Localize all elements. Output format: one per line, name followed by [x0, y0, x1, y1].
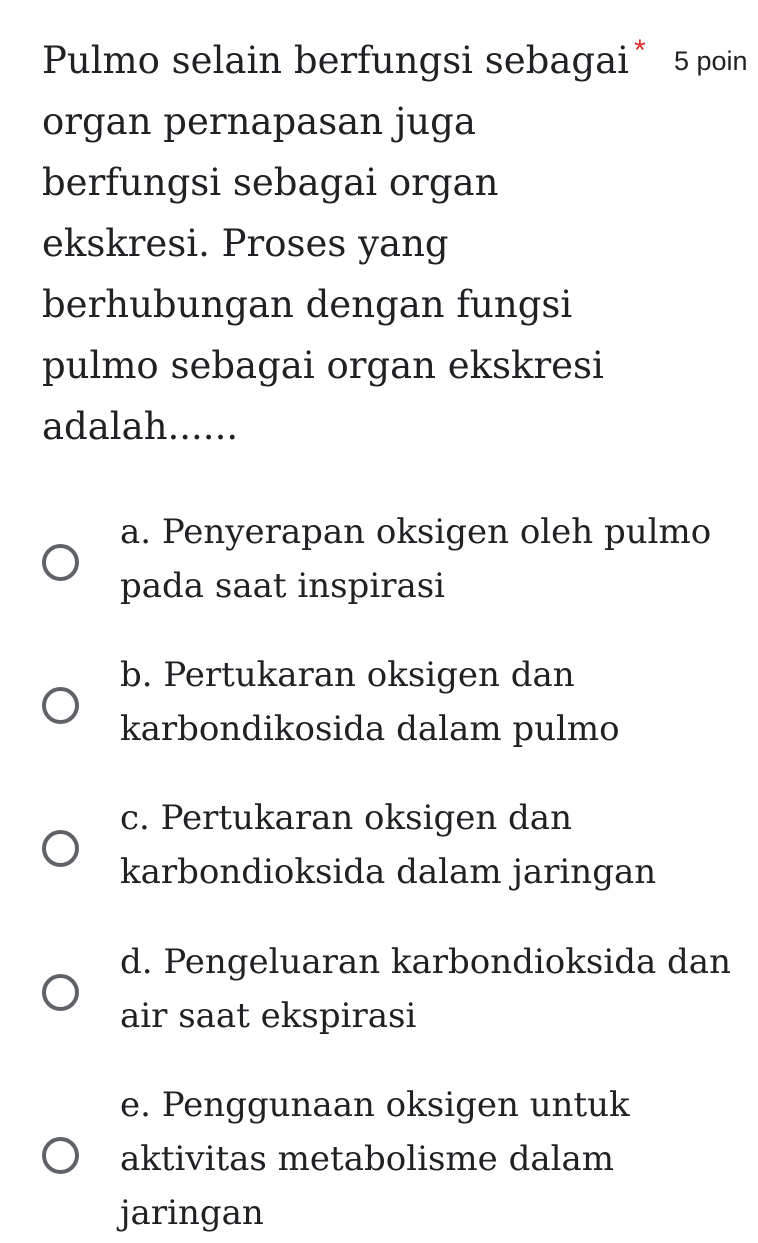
radio-button-b[interactable]	[42, 687, 79, 724]
radio-button-c[interactable]	[42, 830, 79, 867]
radio-button-d[interactable]	[42, 974, 79, 1011]
option-label-c[interactable]: c. Pertukaran oksigen dan karbondioksida dalam jaringan	[120, 798, 657, 892]
points-label: 5 poin	[674, 46, 748, 76]
option-label-b[interactable]: b. Pertukaran oksigen dan karbondikosida dalam pulmo	[120, 655, 620, 749]
option-label-d[interactable]: d. Pengeluaran karbondioksida dan air saat ekspirasi	[120, 942, 731, 1036]
required-asterisk: *	[634, 34, 646, 67]
radio-button-a[interactable]	[42, 544, 79, 581]
option-label-e[interactable]: e. Penggunaan oksigen untuk aktivitas metabolisme dalam jaringan	[120, 1085, 630, 1233]
question-text: Pulmo selain berfungsi sebagai organ pernapasan juga berfungsi sebagai organ ekskresi. Proses yang berhubungan dengan fungsi pulmo sebagai organ ekskresi adalah......	[42, 39, 629, 448]
radio-button-e[interactable]	[42, 1137, 79, 1174]
option-label-a[interactable]: a. Penyerapan oksigen oleh pulmo pada saat inspirasi	[120, 512, 712, 606]
